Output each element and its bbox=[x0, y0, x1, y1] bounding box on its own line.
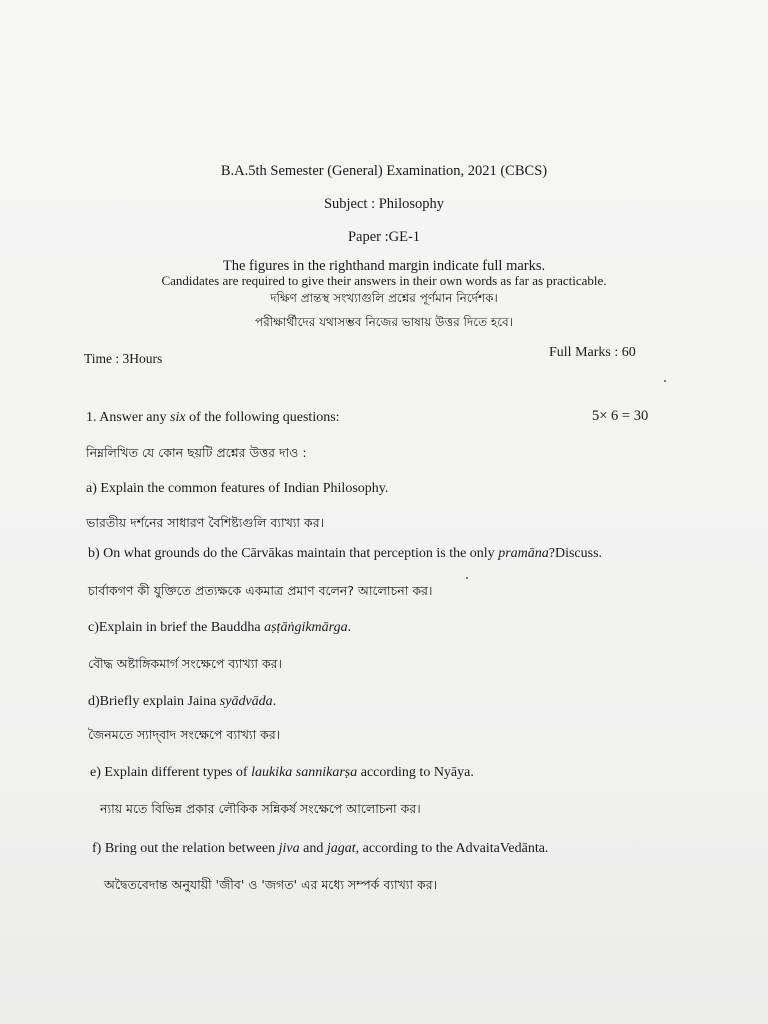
question-c-en-post: . bbox=[347, 620, 352, 635]
question-c-en-pre: c)Explain in brief the Bauddha bbox=[88, 620, 265, 635]
question-e-bn: ন্যায় মতে বিভিন্ন প্রকার লৌকিক সন্নিকর্ষ সংক্ষেপে আলোচনা কর। bbox=[100, 801, 421, 816]
question-f-en-post: , according to the AdvaitaVedānta. bbox=[355, 841, 549, 856]
question-d-en-italic: syādvāda bbox=[219, 694, 273, 709]
question-f-en-mid: and bbox=[299, 841, 327, 856]
speck-mark bbox=[664, 380, 666, 382]
question-d-bn: জৈনমতে স্যাদ্‌বাদ সংক্ষেপে ব্যাখ্যা কর। bbox=[88, 727, 281, 742]
time-allowed: Time : 3Hours bbox=[84, 351, 163, 366]
question-d-en bbox=[88, 694, 276, 710]
question-c-bn: বৌদ্ধ অষ্টাঙ্গিকমার্গ সংক্ষেপে ব্যাখ্যা কর। bbox=[88, 656, 283, 671]
paper-line: Paper :GE-1 bbox=[347, 229, 421, 245]
question-f-en bbox=[92, 841, 548, 857]
own-words-note-bn: পরীক্ষার্থীদের যথাসম্ভব নিজের ভাষায় উত্তর দিতে হবে। bbox=[255, 315, 513, 329]
own-words-note-en: Candidates are required to give their answers in their own words as far as practicable. bbox=[161, 273, 607, 288]
question-a-bn: ভারতীয় দর্শনের সাধারণ বৈশিষ্ট্যগুলি ব্যাখ্যা কর। bbox=[86, 515, 325, 530]
question-1-heading bbox=[86, 410, 340, 426]
question-1-heading-italic: six bbox=[170, 410, 186, 425]
question-e-en-post: according to Nyāya. bbox=[357, 765, 474, 780]
question-1-heading-post: of the following questions: bbox=[185, 410, 340, 425]
question-b-en-italic: pramāna bbox=[498, 546, 549, 561]
question-e-en-pre: e) Explain different types of bbox=[90, 765, 252, 780]
question-d-en-post: . bbox=[272, 694, 277, 709]
question-f-en-pre: f) Bring out the relation between bbox=[92, 841, 279, 856]
exam-title: B.A.5th Semester (General) Examination, 2021 (CBCS) bbox=[220, 163, 548, 179]
question-b-en-pre: b) On what grounds do the Cārvākas maintain that perception is the only bbox=[88, 546, 499, 561]
question-f-en-italic-2: jagat bbox=[326, 841, 356, 856]
question-f-bn: অদ্বৈতবেদান্ত অনুযায়ী 'জীব' ও 'জগত' এর মধ্যে সম্পর্ক ব্যাখ্যা কর। bbox=[104, 877, 438, 892]
speck-mark bbox=[466, 577, 468, 579]
question-c-en-italic: aṣṭāṅgikmārga bbox=[264, 620, 348, 635]
question-1-heading-pre: 1. Answer any bbox=[86, 410, 170, 425]
question-e-en bbox=[90, 765, 474, 781]
question-a-en: a) Explain the common features of Indian Philosophy. bbox=[86, 481, 389, 496]
marks-note-bn: দক্ষিণ প্রান্তস্থ সংখ্যাগুলি প্রশ্নের পূর্ণমান নির্দেশক। bbox=[270, 291, 498, 305]
subject-line: Subject : Philosophy bbox=[323, 196, 445, 212]
marks-note-en: The figures in the righthand margin indicate full marks. bbox=[222, 258, 546, 274]
question-b-en bbox=[88, 546, 602, 562]
question-d-en-pre: d)Briefly explain Jaina bbox=[88, 694, 220, 709]
question-b-bn: চার্বাকগণ কী যুক্তিতে প্রত্যক্ষকে একমাত্র প্রমাণ বলেন? আলোচনা কর। bbox=[88, 583, 433, 598]
question-b-en-post: ?Discuss. bbox=[548, 546, 603, 561]
question-f-en-italic-1: jiva bbox=[278, 841, 300, 856]
question-e-en-italic: laukika sannikarṣa bbox=[251, 765, 358, 780]
full-marks: Full Marks : 60 bbox=[549, 345, 636, 360]
question-1-marks: 5× 6 = 30 bbox=[592, 408, 649, 424]
question-c-en bbox=[88, 620, 351, 636]
question-1-heading-bn: নিম্নলিখিত যে কোন ছয়টি প্রশ্নের উত্তর দাও : bbox=[86, 445, 307, 460]
